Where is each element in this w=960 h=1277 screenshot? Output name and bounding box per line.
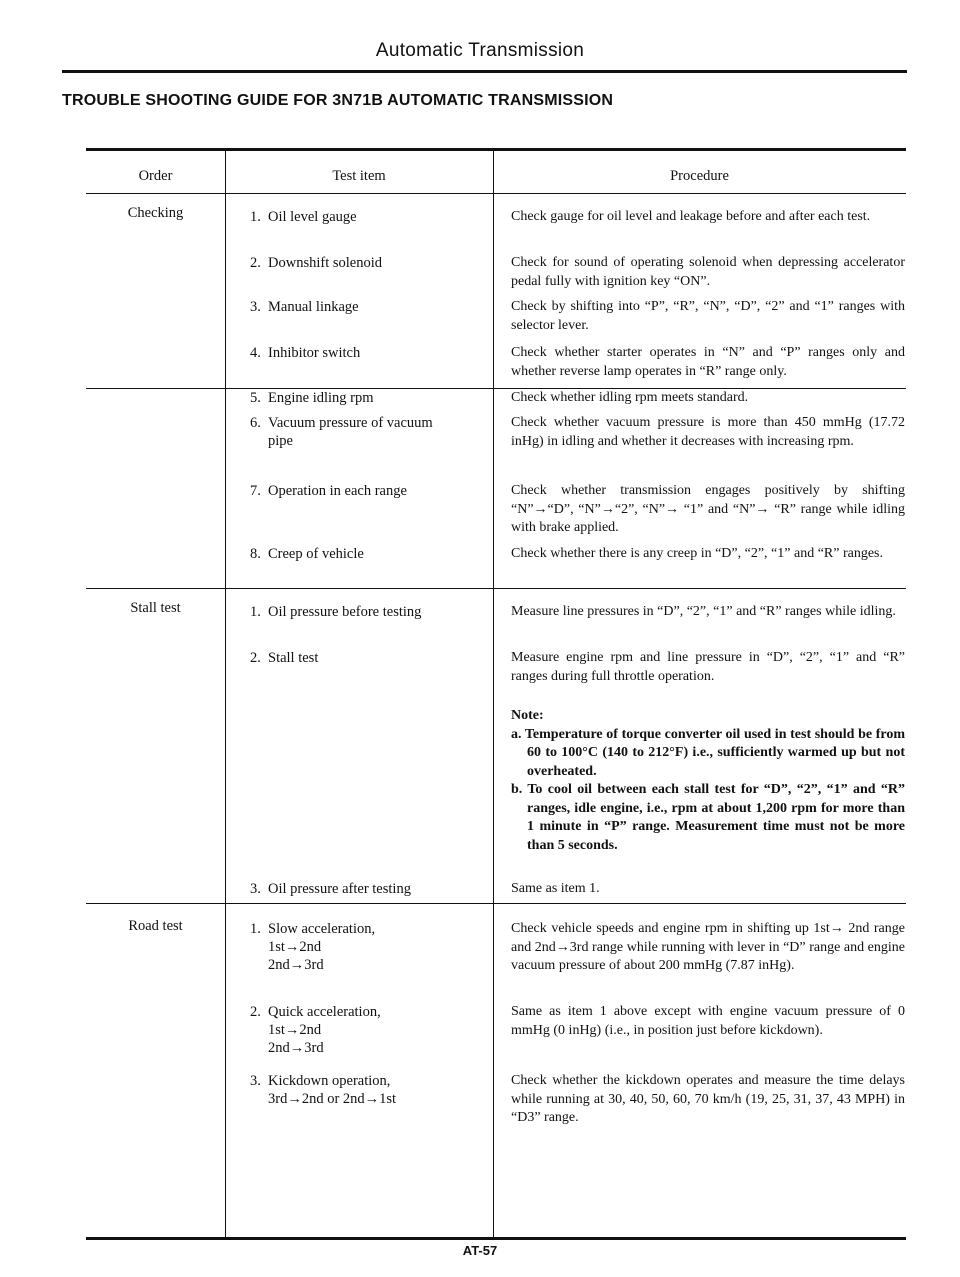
table-top-rule — [86, 148, 906, 151]
test-item: 6. Vacuum pressure of vacuum pipe — [250, 415, 433, 449]
section-rule-stall — [86, 903, 906, 904]
page-number: AT-57 — [462, 1243, 498, 1258]
table-header-rule — [86, 193, 906, 194]
test-item: 3. Kickdown operation, 3rd→2nd or 2nd→1st — [250, 1073, 397, 1107]
page-header-title: Automatic Transmission — [375, 40, 585, 61]
procedure-text: Check whether vacuum pressure is more than 450 mmHg (17.72 inHg) in idling and whether it decreases with increasing rpm. — [511, 415, 905, 449]
test-item: 7. Operation in each range — [250, 483, 407, 499]
procedure-text: Check gauge for oil level and leakage before and after each test. — [511, 209, 871, 224]
column-divider-1 — [225, 150, 226, 1237]
test-item: 1. Oil level gauge — [250, 209, 357, 225]
order-checking: Checking — [127, 205, 184, 221]
section-rule-checking-end — [86, 588, 906, 589]
order-stall-test: Stall test — [130, 600, 181, 616]
order-road-test: Road test — [128, 918, 183, 934]
note-label: Note: — [511, 708, 544, 723]
test-item: 1. Oil pressure before testing — [250, 604, 422, 620]
column-header-procedure: Procedure — [670, 168, 729, 184]
test-item: 2. Downshift solenoid — [250, 255, 382, 271]
column-divider-2 — [493, 150, 494, 1237]
table-bottom-rule — [86, 1237, 906, 1240]
note-item-b: b. To cool oil between each stall test for “D”, “2”, “1” and “R” ranges, idle engine, i.e., rpm at about 1,200 rpm for more than 1 minute in “P” range. Measurement time must not be more than 5 seconds. — [511, 782, 905, 853]
procedure-text: Check whether there is any creep in “D”, “2”, “1” and “R” ranges. — [511, 546, 883, 561]
procedure-text: Measure engine rpm and line pressure in “D”, “2”, “1” and “R” ranges during full throttle operation. — [511, 650, 905, 684]
procedure-text: Check whether transmission engages positively by shifting “N”→“D”, “N”→“2”, “N”→ “1” and “N”→ “R” range while idling with brake applied. — [511, 483, 905, 535]
test-item: 2. Stall test — [250, 650, 319, 666]
test-item: 3. Oil pressure after testing — [250, 881, 411, 897]
test-item: 3. Manual linkage — [250, 299, 359, 315]
procedure-text: Check whether starter operates in “N” and “P” ranges only and whether reverse lamp operates in “R” range only. — [511, 345, 905, 379]
column-header-test-item: Test item — [332, 168, 386, 184]
procedure-text: Same as item 1 above except with engine vacuum pressure of 0 mmHg (0 inHg) (i.e., in position just before kickdown). — [511, 1004, 905, 1038]
column-header-order: Order — [138, 168, 173, 184]
test-item: 8. Creep of vehicle — [250, 546, 364, 562]
procedure-text: Check for sound of operating solenoid when depressing accelerator pedal fully with ignition key “ON”. — [511, 255, 905, 289]
procedure-text: Same as item 1. — [511, 881, 600, 896]
test-item: 4. Inhibitor switch — [250, 345, 361, 361]
stall-test-note — [511, 707, 905, 855]
header-rule — [62, 70, 907, 73]
test-item: 1. Slow acceleration, 1st→2nd 2nd→3rd — [250, 921, 376, 973]
procedure-text: Check whether the kickdown operates and measure the time delays while running at 30, 40, 50, 60, 70 km/h (19, 25, 31, 37, 43 MPH) in “D3” range. — [511, 1073, 905, 1125]
note-item-a: a. Temperature of torque converter oil used in test should be from 60 to 100°C (140 to 212°F) i.e., sufficiently warmed up but not overheated. — [511, 726, 905, 779]
test-item: 5. Engine idling rpm — [250, 390, 374, 406]
document-title: TROUBLE SHOOTING GUIDE FOR 3N71B AUTOMATIC TRANSMISSION — [62, 92, 614, 109]
procedure-text: Measure line pressures in “D”, “2”, “1” and “R” ranges while idling. — [511, 604, 896, 619]
procedure-text: Check whether idling rpm meets standard. — [511, 390, 749, 405]
test-item: 2. Quick acceleration, 1st→2nd 2nd→3rd — [250, 1004, 381, 1056]
procedure-text: Check vehicle speeds and engine rpm in shifting up 1st→ 2nd range and 2nd→3rd range while running with lever in “D” range and engine vacuum pressure of about 200 mmHg (7.87 inHg). — [511, 921, 905, 973]
procedure-text: Check by shifting into “P”, “R”, “N”, “D”, “2” and “1” ranges with selector lever. — [511, 299, 905, 333]
